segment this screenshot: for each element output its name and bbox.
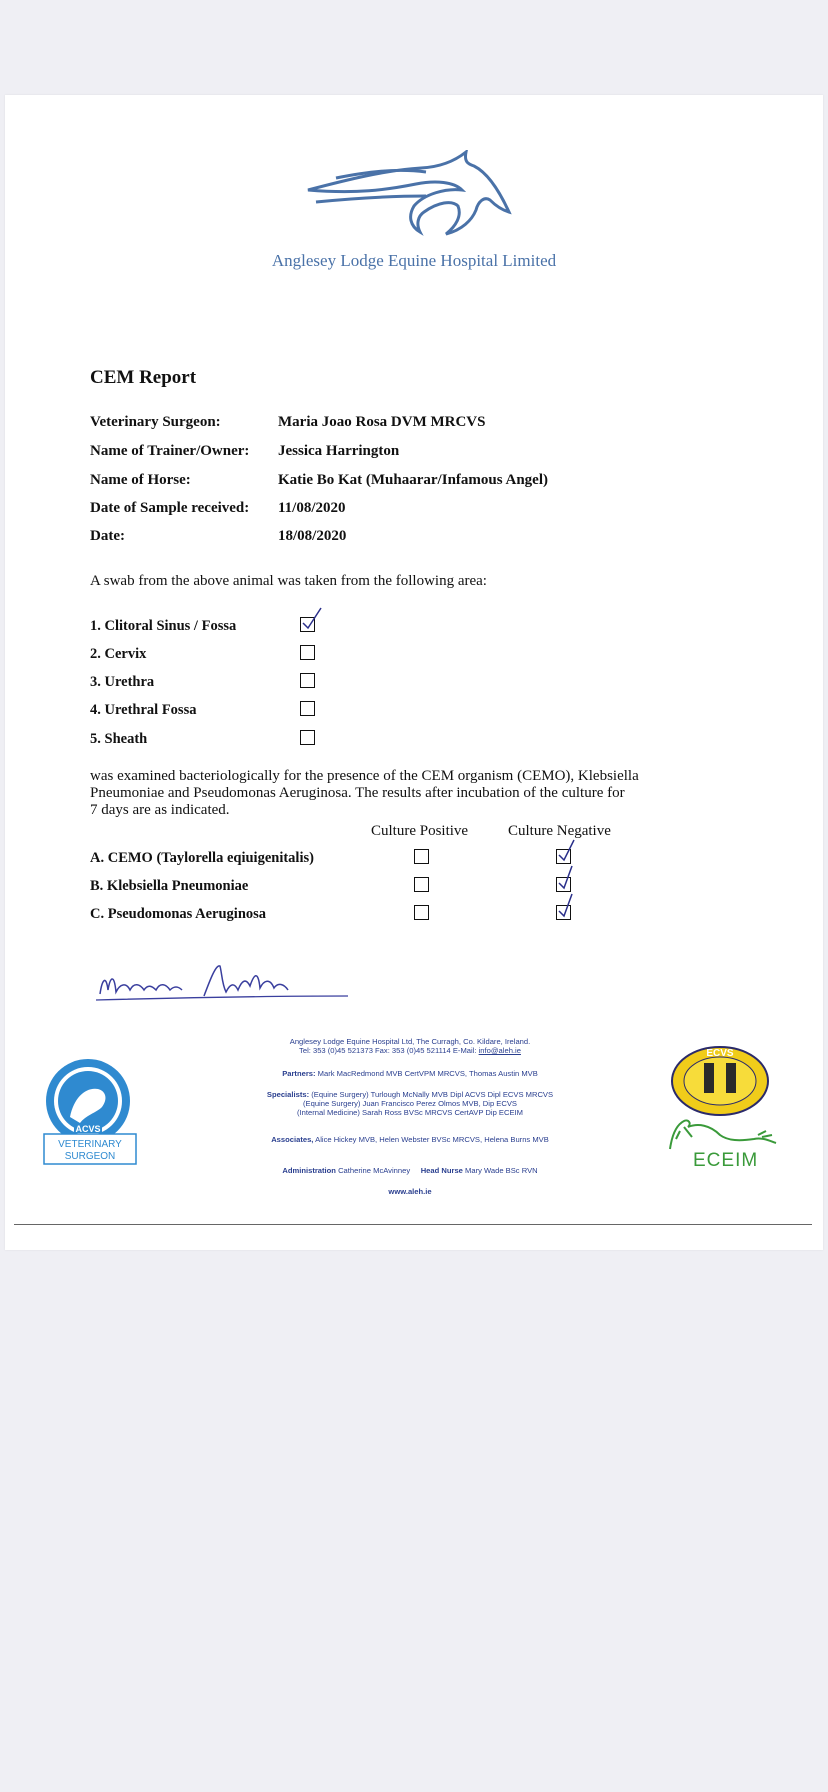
hospital-name: Anglesey Lodge Equine Hospital Limited — [271, 251, 557, 270]
column-culture-positive: Culture Positive — [371, 823, 469, 839]
field-label: Date of Sample received: — [90, 500, 250, 516]
footer-associates-text: Alice Hickey MVB, Helen Webster BVSc MRCVS, Helena Burns MVB — [315, 1135, 549, 1144]
exam-text-line-1: was examined bacteriologically for the presence of the CEM organism (CEMO), Klebsiella — [90, 768, 639, 784]
area-checkbox-cervix[interactable] — [300, 645, 315, 660]
divider — [14, 1224, 812, 1225]
footer-partners-label: Partners: — [282, 1069, 316, 1078]
footer-nurse-label: Head Nurse — [420, 1166, 463, 1175]
field-label: Veterinary Surgeon: — [90, 414, 221, 430]
footer-website — [200, 1187, 620, 1196]
report-title: CEM Report — [90, 367, 197, 388]
footer-admin-label: Administration — [282, 1166, 336, 1175]
check-mark-icon — [556, 894, 576, 914]
field-value: 11/08/2020 — [278, 500, 346, 516]
acvs-top-text: ACVS — [75, 1124, 101, 1134]
organism-klebsiella: B. Klebsiella Pneumoniae — [90, 878, 249, 894]
field-value: Jessica Harrington — [278, 443, 400, 459]
footer-nurse-text: Mary Wade BSc RVN — [465, 1166, 538, 1175]
field-label: Name of Trainer/Owner: — [90, 443, 250, 459]
footer-partners — [200, 1069, 620, 1078]
positive-checkbox-cemo[interactable] — [414, 849, 429, 864]
footer-specialists-line-3: (Internal Medicine) Sarah Ross BVSc MRCVS CertAVP Dip ECEIM — [297, 1108, 523, 1117]
field-value: 18/08/2020 — [278, 528, 347, 544]
footer-specialists — [200, 1090, 620, 1117]
footer-specialists-label: Specialists: — [266, 1090, 310, 1099]
check-mark-icon — [556, 838, 576, 858]
field-label: Date: — [90, 528, 125, 544]
swab-intro: A swab from the above animal was taken from the following area: — [90, 573, 487, 589]
footer-specialists-line-1 — [200, 1090, 620, 1099]
signature — [92, 960, 352, 1006]
footer-tel: Tel: 353 (0)45 521373 Fax: 353 (0)45 521114 E-Mail: — [299, 1046, 477, 1055]
area-checkbox-sheath[interactable] — [300, 730, 315, 745]
horse-logo-icon — [306, 150, 512, 242]
footer-specialists-text-1: (Equine Surgery) Turlough McNally MVB Dipl ACVS Dipl ECVS MRCVS — [311, 1090, 554, 1099]
footer-admin — [200, 1166, 620, 1175]
organism-cemo: A. CEMO (Taylorella eqiuigenitalis) — [90, 850, 314, 866]
footer-address — [200, 1037, 620, 1055]
positive-checkbox-pseudomonas[interactable] — [414, 905, 429, 920]
field-value: Maria Joao Rosa DVM MRCVS — [278, 414, 486, 430]
footer-admin-text: Catherine McAvinney — [338, 1166, 411, 1175]
acvs-line-2: SURGEON — [64, 1151, 116, 1162]
positive-checkbox-klebsiella[interactable] — [414, 877, 429, 892]
area-checkbox-urethra[interactable] — [300, 673, 315, 688]
footer-address-line: Anglesey Lodge Equine Hospital Ltd, The Curragh, Co. Kildare, Ireland. — [289, 1037, 531, 1046]
area-item-urethra: 3. Urethra — [90, 674, 155, 690]
area-item-clitoral-sinus: 1. Clitoral Sinus / Fossa — [90, 618, 237, 634]
exam-text-line-2: Pneumoniae and Pseudomonas Aeruginosa. The results after incubation of the culture for — [90, 785, 625, 801]
column-culture-negative: Culture Negative — [508, 823, 611, 839]
area-item-sheath: 5. Sheath — [90, 731, 148, 747]
area-item-cervix: 2. Cervix — [90, 646, 147, 662]
footer-email-link[interactable]: info@aleh.ie — [478, 1046, 521, 1055]
footer-partners-text: Mark MacRedmond MVB CertVPM MRCVS, Thomas Austin MVB — [317, 1069, 538, 1078]
acvs-line-1: VETERINARY — [58, 1139, 122, 1150]
ecvs-badge-icon — [668, 1043, 772, 1118]
footer-associates-label: Associates, — [271, 1135, 314, 1144]
footer-associates — [200, 1135, 620, 1144]
field-label: Name of Horse: — [90, 472, 191, 488]
acvs-badge-icon — [40, 1057, 140, 1167]
area-item-urethral-fossa: 4. Urethral Fossa — [90, 702, 197, 718]
footer-contact-line — [200, 1046, 620, 1055]
footer-website-link[interactable]: www.aleh.ie — [388, 1187, 432, 1196]
organism-pseudomonas: C. Pseudomonas Aeruginosa — [90, 906, 267, 922]
eceim-horse-icon — [662, 1113, 782, 1155]
ecvs-text: ECVS — [706, 1048, 734, 1059]
footer-specialists-line-2: (Equine Surgery) Juan Francisco Perez Olmos MVB, Dip ECVS — [303, 1099, 517, 1108]
check-mark-icon — [556, 866, 576, 886]
eceim-logo-text: ECEIM — [693, 1150, 759, 1171]
exam-text-line-3: 7 days are as indicated. — [90, 802, 230, 818]
check-mark-icon — [300, 606, 320, 626]
area-checkbox-urethral-fossa[interactable] — [300, 701, 315, 716]
field-value: Katie Bo Kat (Muhaarar/Infamous Angel) — [278, 472, 548, 488]
